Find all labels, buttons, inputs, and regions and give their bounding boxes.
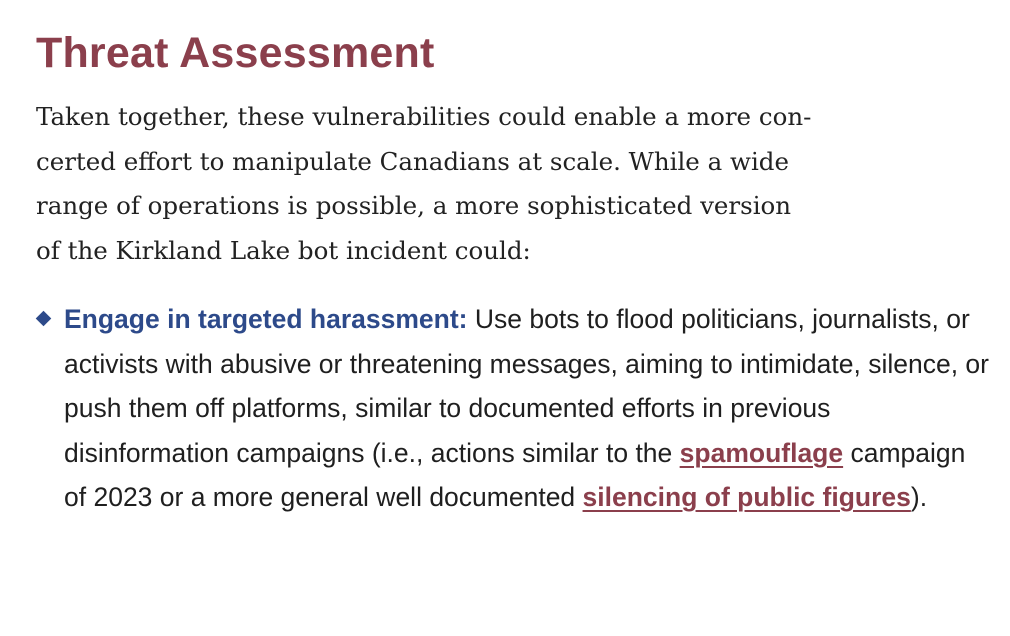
diamond-bullet-icon bbox=[36, 311, 52, 327]
intro-line: certed effort to manipulate Canadians at scale. While a wide bbox=[36, 146, 789, 176]
bullet-item-targeted-harassment bbox=[36, 297, 992, 520]
silencing-of-public-figures-link[interactable]: silencing of public figures bbox=[582, 482, 911, 512]
bullet-text: ). bbox=[910, 482, 928, 512]
intro-paragraph bbox=[36, 95, 992, 273]
bullet-text: campaign of 2023 or a more general well documented bbox=[64, 437, 966, 512]
bullet-list bbox=[36, 297, 992, 520]
bullet-text: Use bots to flood politicians, journalists, or activists with abusive or threatening messages, aiming to intimidate, silence, or push them off platforms, similar to documented efforts in previous disinformation campaigns (i.e., actions similar to the bbox=[64, 304, 989, 468]
intro-line: of the Kirkland Lake bot incident could: bbox=[36, 235, 531, 265]
bullet-lead: Engage in targeted harassment: bbox=[64, 304, 468, 334]
intro-line: range of operations is possible, a more sophisticated version bbox=[36, 191, 792, 220]
section-heading: Threat Assessment bbox=[36, 29, 435, 77]
intro-line: Taken together, these vulnerabilities could enable a more con- bbox=[36, 102, 812, 131]
spamouflage-link[interactable]: spamouflage bbox=[679, 437, 844, 468]
